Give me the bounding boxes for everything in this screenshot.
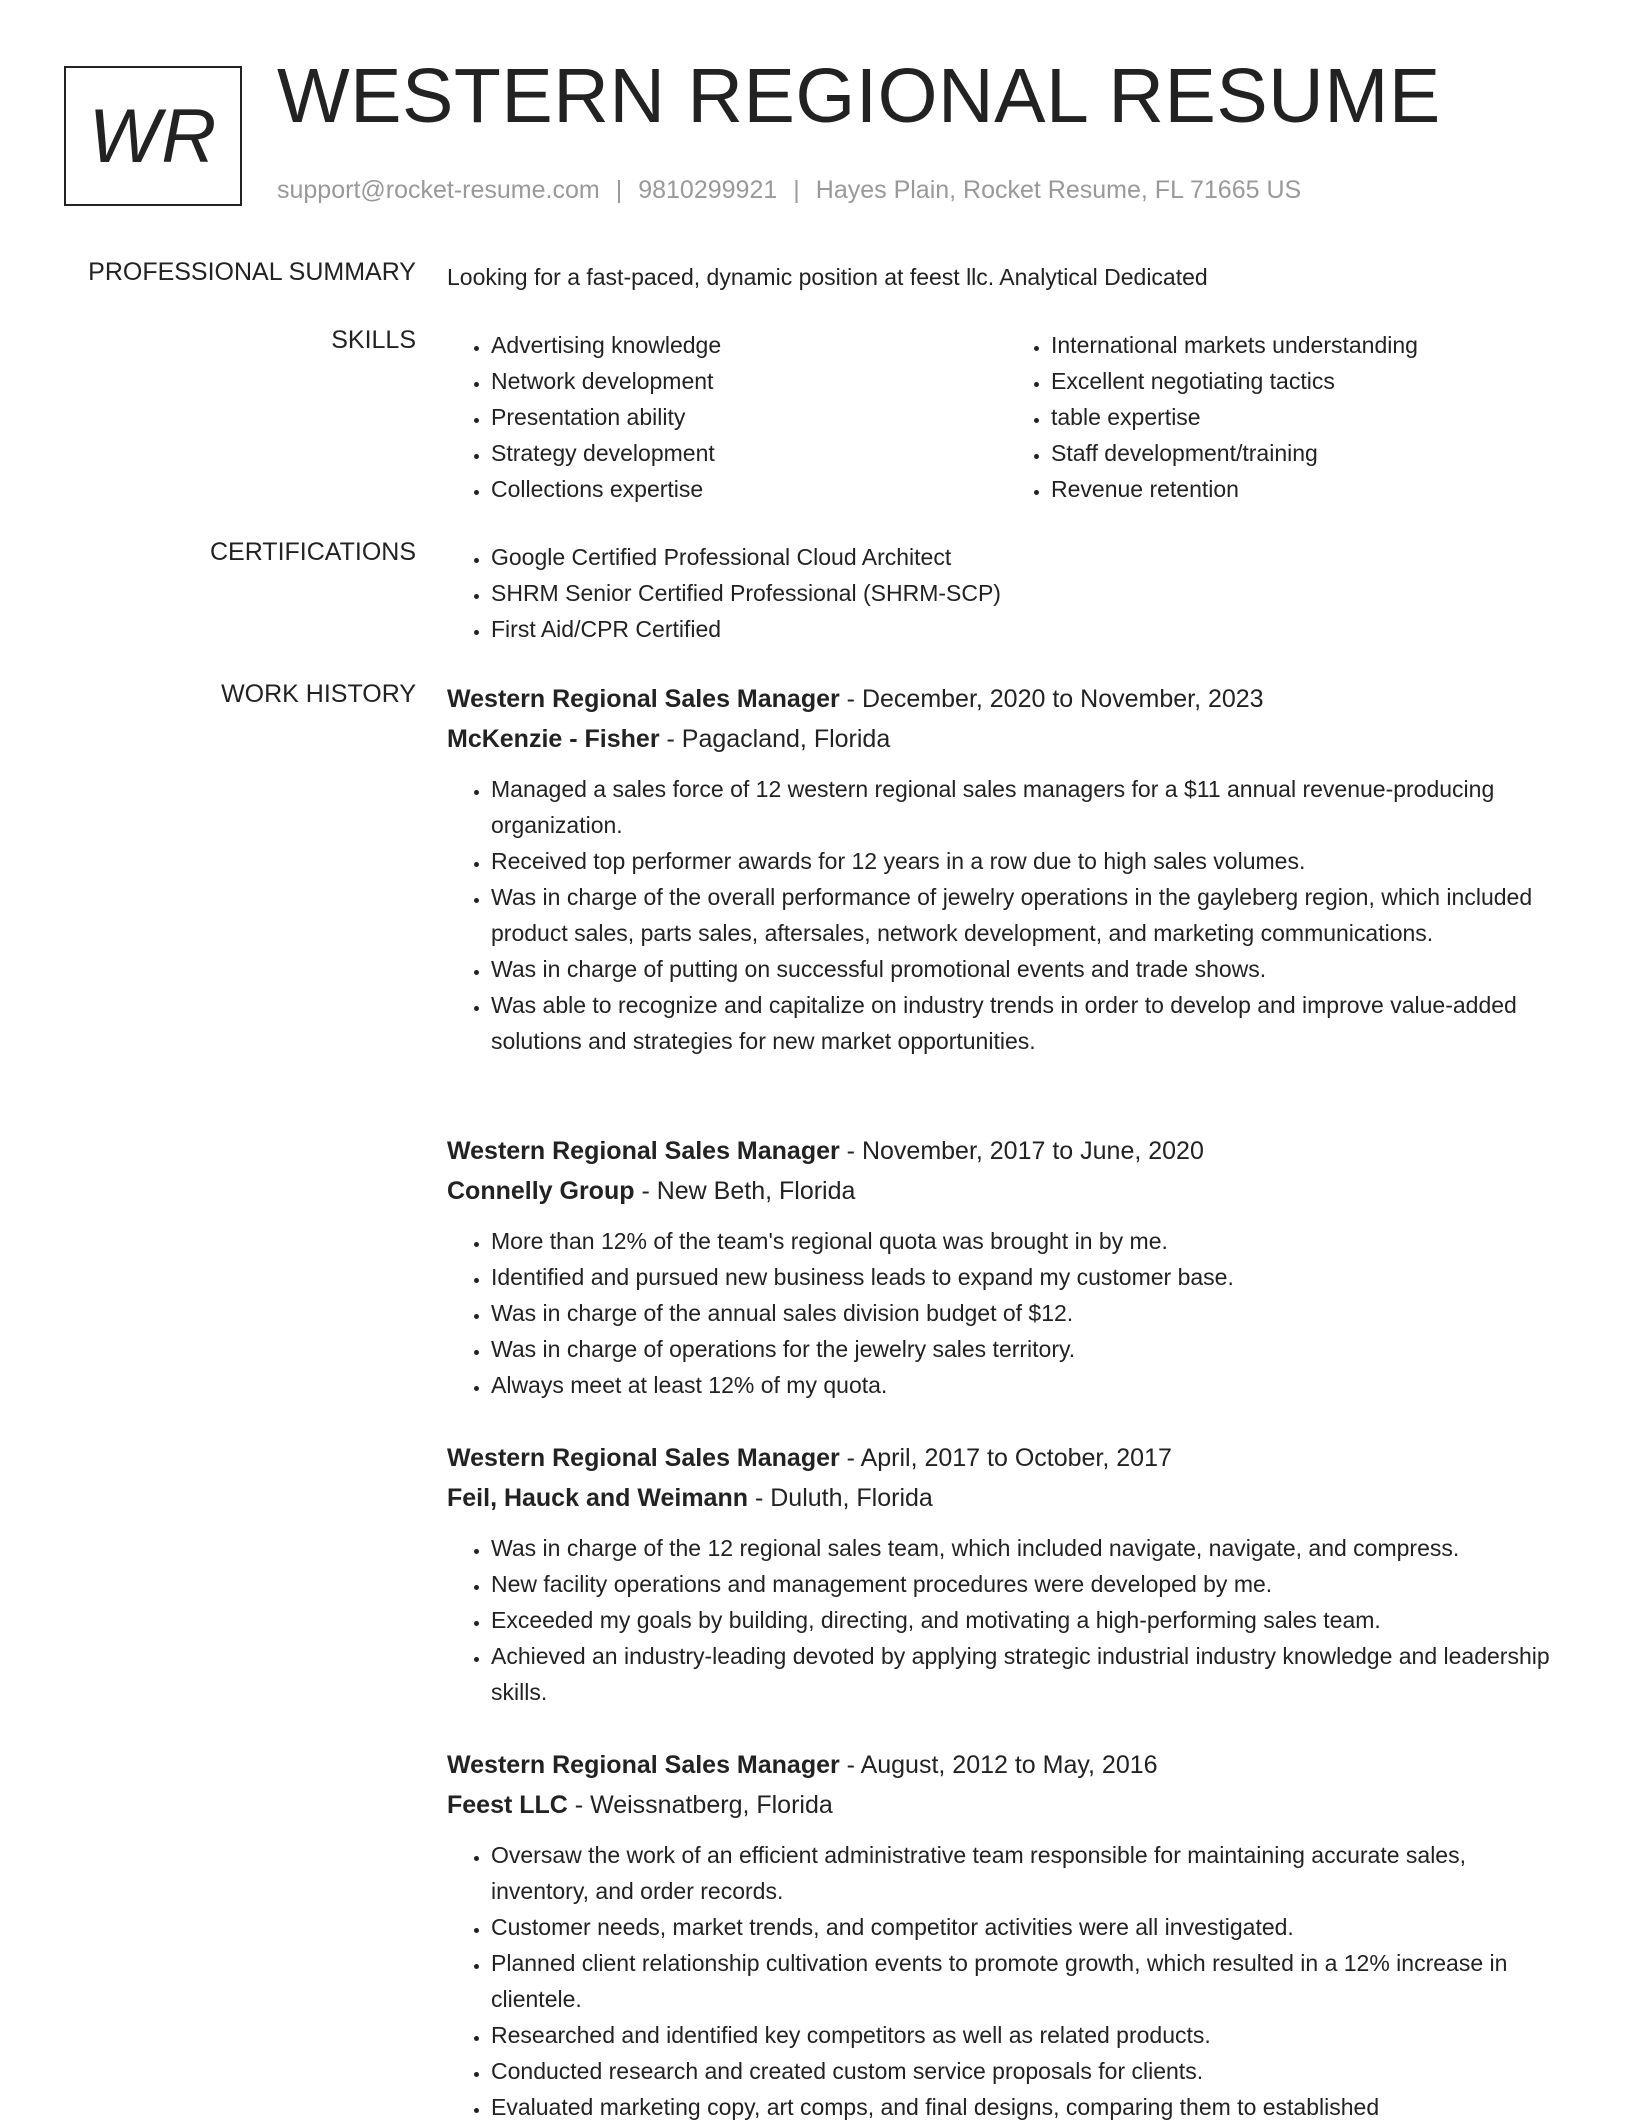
skill-item: • Presentation ability [491,399,1007,435]
job-company-line [447,1785,1567,1825]
job-company-line [447,719,1567,759]
job-company: Feest LLC [447,1791,568,1819]
job-bullet: • Exceeded my goals by building, directing, and motivating a high-performing sales team. [491,1602,1567,1638]
skill-item: • Excellent negotiating tactics [1051,363,1567,399]
job-dates: - November, 2017 to June, 2020 [839,1137,1204,1165]
skill-item: • Collections expertise [491,471,1007,507]
job-location: - Duluth, Florida [748,1484,933,1512]
job-bullet: • Was in charge of putting on successful promotional events and trade shows. [491,951,1567,987]
job-bullet: • Managed a sales force of 12 western regional sales managers for a $11 annual revenue-producing organization. [491,771,1567,843]
summary-text: Looking for a fast-paced, dynamic position at feest llc. Analytical Dedicated [447,264,1208,290]
certification-item: • SHRM Senior Certified Professional (SHRM-SCP) [491,575,1567,611]
job-title: Western Regional Sales Manager [447,1444,840,1472]
skill-item: • Network development [491,363,1007,399]
job-bullet: • Researched and identified key competitors as well as related products. [491,2017,1567,2053]
job-bullet: • Was in charge of the annual sales division budget of $12. [491,1295,1567,1331]
job-dates: - April, 2017 to October, 2017 [839,1444,1172,1472]
job-dates: - August, 2012 to May, 2016 [839,1751,1158,1779]
job-bullet: • Evaluated marketing copy, art comps, and final designs, comparing them to established [491,2089,1567,2125]
job-bullet: • Planned client relationship cultivation events to promote growth, which resulted in a 12% increase in clientele. [491,1945,1567,2017]
job-bullets [447,1530,1567,1710]
job-company: Connelly Group [447,1177,635,1205]
contact-separator: | [793,176,800,204]
job-title-line [447,1745,1567,1785]
job-bullet: • Was in charge of the 12 regional sales team, which included navigate, navigate, and compress. [491,1530,1567,1566]
skill-item: • Strategy development [491,435,1007,471]
contact-separator: | [615,176,623,204]
certification-item: • First Aid/CPR Certified [491,611,1567,647]
resume-title: WESTERN REGIONAL RESUME [277,53,1441,139]
job-company-line [447,1171,1567,1211]
job-bullets [447,771,1567,1059]
job-company: McKenzie - Fisher [447,725,660,753]
job-bullet: • Achieved an industry-leading devoted by applying strategic industrial industry knowledge and leadership skills. [491,1638,1567,1710]
certifications-heading: CERTIFICATIONS [209,538,416,566]
skills-list [447,327,1567,507]
job-entry [447,1438,1567,1710]
job-location: - Pagacland, Florida [659,725,891,753]
job-location: - New Beth, Florida [634,1177,856,1205]
job-location: - Weissnatberg, Florida [567,1791,833,1819]
contact-email[interactable]: support@rocket-resume.com [277,176,600,204]
job-entry [447,1131,1567,1403]
certifications-list [447,539,1567,647]
contact-address: Hayes Plain, Rocket Resume, FL 71665 US [815,176,1302,204]
contact-line [277,176,1301,205]
job-title-line [447,679,1567,719]
certification-item: • Google Certified Professional Cloud Architect [491,539,1567,575]
skill-item: • International markets understanding [1051,327,1567,363]
skill-item: • table expertise [1051,399,1567,435]
job-bullet: • Conducted research and created custom service proposals for clients. [491,2053,1567,2089]
job-dates: - December, 2020 to November, 2023 [839,685,1264,713]
job-bullet: • Was in charge of the overall performance of jewelry operations in the gayleberg region, which included product sales, parts sales, aftersales, network development, and marketing communications. [491,879,1567,951]
job-title: Western Regional Sales Manager [447,1137,840,1165]
job-bullet: • Was able to recognize and capitalize on industry trends in order to develop and improve value-added solutions and strategies for new market opportunities. [491,987,1567,1059]
skill-item: • Staff development/training [1051,435,1567,471]
job-entry [447,1745,1567,2125]
job-title: Western Regional Sales Manager [447,685,840,713]
contact-phone[interactable]: 9810299921 [638,176,778,204]
job-bullet: • Was in charge of operations for the jewelry sales territory. [491,1331,1567,1367]
job-title: Western Regional Sales Manager [447,1751,840,1779]
skills-column-right [1007,327,1567,507]
job-bullet: • Customer needs, market trends, and competitor activities were all investigated. [491,1909,1567,1945]
skills-column-left [447,327,1007,507]
skills-heading: SKILLS [331,326,416,354]
work-history-heading: WORK HISTORY [221,680,416,708]
job-bullets [447,1223,1567,1403]
job-company: Feil, Hauck and Weimann [447,1484,749,1512]
summary-heading: PROFESSIONAL SUMMARY [88,258,416,286]
skill-item: • Advertising knowledge [491,327,1007,363]
job-bullet: • Identified and pursued new business leads to expand my customer base. [491,1259,1567,1295]
job-bullet: • New facility operations and management procedures were developed by me. [491,1566,1567,1602]
job-bullet: • Always meet at least 12% of my quota. [491,1367,1567,1403]
job-entry [447,679,1567,1059]
skill-item: • Revenue retention [1051,471,1567,507]
job-bullet: • Received top performer awards for 12 years in a row due to high sales volumes. [491,843,1567,879]
job-bullet: • More than 12% of the team's regional quota was brought in by me. [491,1223,1567,1259]
job-bullet: • Oversaw the work of an efficient administrative team responsible for maintaining accurate sales, inventory, and order records. [491,1837,1567,1909]
job-company-line [447,1478,1567,1518]
job-title-line [447,1438,1567,1478]
job-bullets [447,1837,1567,2125]
job-title-line [447,1131,1567,1171]
monogram-logo: WR [64,66,242,206]
